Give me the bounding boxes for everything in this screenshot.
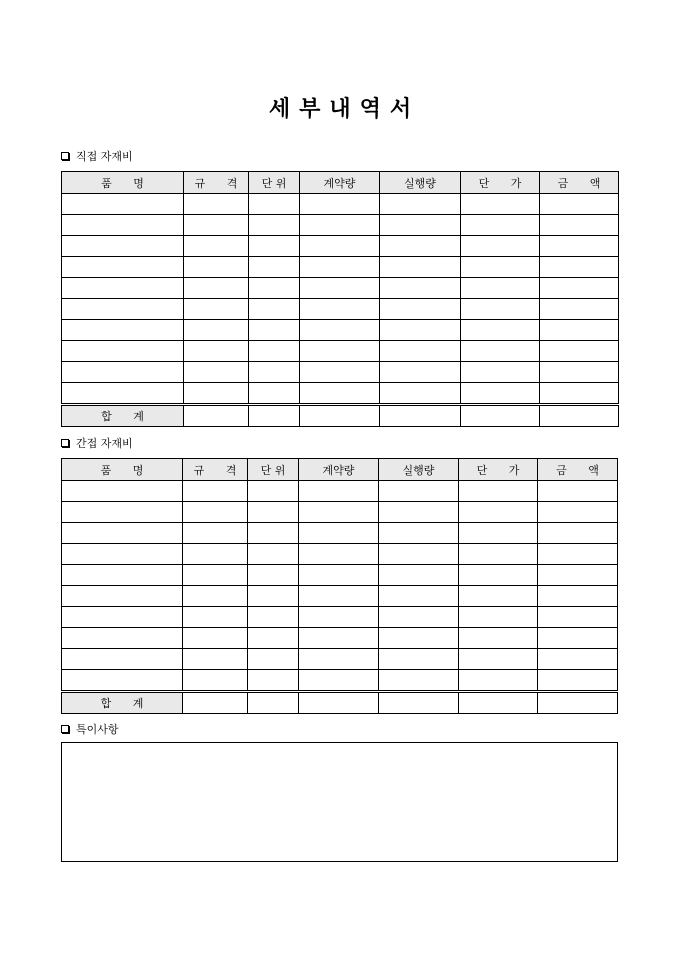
table-cell[interactable] <box>540 405 619 427</box>
table-row <box>62 236 619 257</box>
table-cell[interactable] <box>299 565 379 586</box>
table-header-row <box>62 459 618 481</box>
table-cell[interactable] <box>249 320 300 341</box>
table-cell[interactable] <box>62 299 184 320</box>
table-cell[interactable] <box>183 628 248 649</box>
table-cell[interactable] <box>300 299 380 320</box>
table-cell[interactable] <box>183 586 248 607</box>
table-cell[interactable] <box>538 692 618 714</box>
table-cell[interactable] <box>300 278 380 299</box>
table-cell[interactable] <box>459 502 538 523</box>
table-cell[interactable] <box>62 194 184 215</box>
table-row <box>62 194 619 215</box>
table-cell[interactable] <box>461 320 540 341</box>
table-cell[interactable] <box>380 383 461 405</box>
table-cell[interactable] <box>248 544 299 565</box>
total-label: 합 계 <box>62 405 184 427</box>
column-header-amount: 금 액 <box>538 459 618 481</box>
table-cell[interactable] <box>300 341 380 362</box>
table-cell[interactable] <box>184 405 249 427</box>
table-cell[interactable] <box>540 194 619 215</box>
table-cell[interactable] <box>379 670 459 692</box>
table-cell[interactable] <box>540 320 619 341</box>
table-cell[interactable] <box>62 341 184 362</box>
table-cell[interactable] <box>183 607 248 628</box>
column-header-unit-price: 단 가 <box>461 172 540 194</box>
table-cell[interactable] <box>461 236 540 257</box>
table-cell[interactable] <box>299 502 379 523</box>
table-cell[interactable] <box>538 544 618 565</box>
table-cell[interactable] <box>300 215 380 236</box>
table-cell[interactable] <box>249 215 300 236</box>
table-row <box>62 523 618 544</box>
total-label: 합 계 <box>62 692 183 714</box>
table-cell[interactable] <box>459 481 538 502</box>
table-row <box>62 586 618 607</box>
table-cell[interactable] <box>184 320 249 341</box>
table-cell[interactable] <box>461 194 540 215</box>
total-row <box>62 405 619 427</box>
table-cell[interactable] <box>249 257 300 278</box>
table-cell[interactable] <box>184 236 249 257</box>
table-cell[interactable] <box>461 278 540 299</box>
table-cell[interactable] <box>62 383 184 405</box>
table-cell[interactable] <box>62 215 184 236</box>
table-cell[interactable] <box>461 341 540 362</box>
table-cell[interactable] <box>183 670 248 692</box>
table-cell[interactable] <box>300 362 380 383</box>
table-row <box>62 341 619 362</box>
table-cell[interactable] <box>299 628 379 649</box>
table-row <box>62 215 619 236</box>
table-cell[interactable] <box>538 586 618 607</box>
table-cell[interactable] <box>299 544 379 565</box>
table-cell[interactable] <box>62 502 183 523</box>
table-cell[interactable] <box>540 215 619 236</box>
table-cell[interactable] <box>62 607 183 628</box>
table-cell[interactable] <box>183 565 248 586</box>
table-cell[interactable] <box>540 299 619 320</box>
table-cell[interactable] <box>249 362 300 383</box>
column-header-actual-qty: 실행량 <box>380 172 461 194</box>
table-cell[interactable] <box>380 194 461 215</box>
table-cell[interactable] <box>62 481 183 502</box>
column-header-amount: 금 액 <box>540 172 619 194</box>
table-cell[interactable] <box>379 565 459 586</box>
table-cell[interactable] <box>183 502 248 523</box>
table-cell[interactable] <box>459 586 538 607</box>
table-cell[interactable] <box>249 383 300 405</box>
total-row <box>62 692 618 714</box>
column-header-item-name: 품 명 <box>62 459 183 481</box>
table-cell[interactable] <box>540 341 619 362</box>
table-cell[interactable] <box>248 502 299 523</box>
table-cell[interactable] <box>379 692 459 714</box>
direct-materials-label <box>61 148 133 164</box>
table-cell[interactable] <box>248 670 299 692</box>
table-cell[interactable] <box>299 586 379 607</box>
table-cell[interactable] <box>249 405 300 427</box>
table-cell[interactable] <box>380 236 461 257</box>
direct-materials-label-text: 직접 자재비 <box>76 150 133 163</box>
column-header-unit-price: 단 가 <box>459 459 538 481</box>
table-row <box>62 481 618 502</box>
table-cell[interactable] <box>300 405 380 427</box>
table-cell[interactable] <box>379 628 459 649</box>
remarks-label <box>61 721 119 737</box>
table-cell[interactable] <box>461 215 540 236</box>
table-cell[interactable] <box>379 586 459 607</box>
table-cell[interactable] <box>62 523 183 544</box>
table-cell[interactable] <box>248 649 299 670</box>
table-cell[interactable] <box>299 692 379 714</box>
table-cell[interactable] <box>184 257 249 278</box>
table-cell[interactable] <box>300 257 380 278</box>
table-cell[interactable] <box>62 362 184 383</box>
table-cell[interactable] <box>540 257 619 278</box>
table-cell[interactable] <box>248 692 299 714</box>
table-row <box>62 607 618 628</box>
table-cell[interactable] <box>540 362 619 383</box>
table-cell[interactable] <box>183 692 248 714</box>
square-bullet-icon <box>61 725 69 733</box>
table-cell[interactable] <box>62 278 184 299</box>
table-cell[interactable] <box>184 383 249 405</box>
table-cell[interactable] <box>379 481 459 502</box>
table-row <box>62 670 618 692</box>
square-bullet-icon <box>61 439 69 447</box>
table-cell[interactable] <box>459 649 538 670</box>
table-row <box>62 362 619 383</box>
table-cell[interactable] <box>62 320 184 341</box>
table-cell[interactable] <box>380 278 461 299</box>
table-row <box>62 565 618 586</box>
column-header-contract-qty: 계약량 <box>299 459 379 481</box>
table-cell[interactable] <box>379 607 459 628</box>
table-row <box>62 383 619 405</box>
table-cell[interactable] <box>380 299 461 320</box>
column-header-spec: 규 격 <box>183 459 248 481</box>
table-cell[interactable] <box>380 257 461 278</box>
table-cell[interactable] <box>459 565 538 586</box>
table-cell[interactable] <box>248 481 299 502</box>
table-cell[interactable] <box>459 670 538 692</box>
table-row <box>62 257 619 278</box>
table-cell[interactable] <box>300 236 380 257</box>
column-header-contract-qty: 계약량 <box>300 172 380 194</box>
table-cell[interactable] <box>540 383 619 405</box>
table-cell[interactable] <box>62 236 184 257</box>
table-cell[interactable] <box>299 523 379 544</box>
column-header-unit: 단 위 <box>248 459 299 481</box>
table-cell[interactable] <box>461 362 540 383</box>
table-cell[interactable] <box>538 607 618 628</box>
table-cell[interactable] <box>300 320 380 341</box>
table-cell[interactable] <box>249 278 300 299</box>
table-row <box>62 502 618 523</box>
table-cell[interactable] <box>62 670 183 692</box>
table-cell[interactable] <box>300 383 380 405</box>
table-cell[interactable] <box>538 481 618 502</box>
table-cell[interactable] <box>249 194 300 215</box>
indirect-materials-label <box>61 435 133 451</box>
table-cell[interactable] <box>183 544 248 565</box>
direct-materials-table <box>61 171 619 427</box>
table-header-row <box>62 172 619 194</box>
table-cell[interactable] <box>538 523 618 544</box>
table-row <box>62 628 618 649</box>
table-cell[interactable] <box>62 628 183 649</box>
table-cell[interactable] <box>299 649 379 670</box>
table-cell[interactable] <box>379 523 459 544</box>
table-cell[interactable] <box>380 341 461 362</box>
table-row <box>62 544 618 565</box>
table-cell[interactable] <box>248 607 299 628</box>
indirect-materials-table <box>61 458 618 714</box>
table-cell[interactable] <box>459 692 538 714</box>
table-cell[interactable] <box>379 649 459 670</box>
table-cell[interactable] <box>379 502 459 523</box>
table-cell[interactable] <box>184 194 249 215</box>
table-cell[interactable] <box>248 586 299 607</box>
table-cell[interactable] <box>248 628 299 649</box>
table-cell[interactable] <box>461 405 540 427</box>
table-cell[interactable] <box>540 278 619 299</box>
table-cell[interactable] <box>183 481 248 502</box>
remarks-box[interactable] <box>61 742 618 862</box>
table-cell[interactable] <box>184 299 249 320</box>
remarks-label-text: 특이사항 <box>76 723 119 736</box>
table-cell[interactable] <box>299 607 379 628</box>
table-row <box>62 320 619 341</box>
table-cell[interactable] <box>459 607 538 628</box>
table-cell[interactable] <box>183 649 248 670</box>
column-header-item-name: 품 명 <box>62 172 184 194</box>
table-cell[interactable] <box>461 299 540 320</box>
table-cell[interactable] <box>538 565 618 586</box>
table-cell[interactable] <box>299 670 379 692</box>
table-cell[interactable] <box>380 405 461 427</box>
column-header-unit: 단 위 <box>249 172 300 194</box>
indirect-materials-label-text: 간접 자재비 <box>76 437 133 450</box>
table-cell[interactable] <box>379 544 459 565</box>
table-cell[interactable] <box>300 194 380 215</box>
table-cell[interactable] <box>248 565 299 586</box>
table-cell[interactable] <box>461 257 540 278</box>
table-cell[interactable] <box>538 670 618 692</box>
table-cell[interactable] <box>540 236 619 257</box>
document-title: 세부내역서 <box>268 97 421 122</box>
table-cell[interactable] <box>62 649 183 670</box>
table-cell[interactable] <box>183 523 248 544</box>
square-bullet-icon <box>61 152 69 160</box>
table-cell[interactable] <box>380 215 461 236</box>
table-cell[interactable] <box>459 523 538 544</box>
table-cell[interactable] <box>184 278 249 299</box>
table-cell[interactable] <box>380 320 461 341</box>
table-row <box>62 649 618 670</box>
table-cell[interactable] <box>249 341 300 362</box>
table-cell[interactable] <box>461 383 540 405</box>
column-header-actual-qty: 실행량 <box>379 459 459 481</box>
table-row <box>62 278 619 299</box>
table-cell[interactable] <box>299 481 379 502</box>
table-cell[interactable] <box>184 215 249 236</box>
table-cell[interactable] <box>62 565 183 586</box>
table-cell[interactable] <box>62 586 183 607</box>
table-cell[interactable] <box>538 502 618 523</box>
table-cell[interactable] <box>62 544 183 565</box>
table-cell[interactable] <box>249 299 300 320</box>
table-cell[interactable] <box>459 544 538 565</box>
table-cell[interactable] <box>184 362 249 383</box>
table-cell[interactable] <box>248 523 299 544</box>
column-header-spec: 규 격 <box>184 172 249 194</box>
table-cell[interactable] <box>538 628 618 649</box>
table-cell[interactable] <box>184 341 249 362</box>
table-cell[interactable] <box>538 649 618 670</box>
table-cell[interactable] <box>380 362 461 383</box>
table-cell[interactable] <box>459 628 538 649</box>
table-row <box>62 299 619 320</box>
table-cell[interactable] <box>249 236 300 257</box>
table-cell[interactable] <box>62 257 184 278</box>
